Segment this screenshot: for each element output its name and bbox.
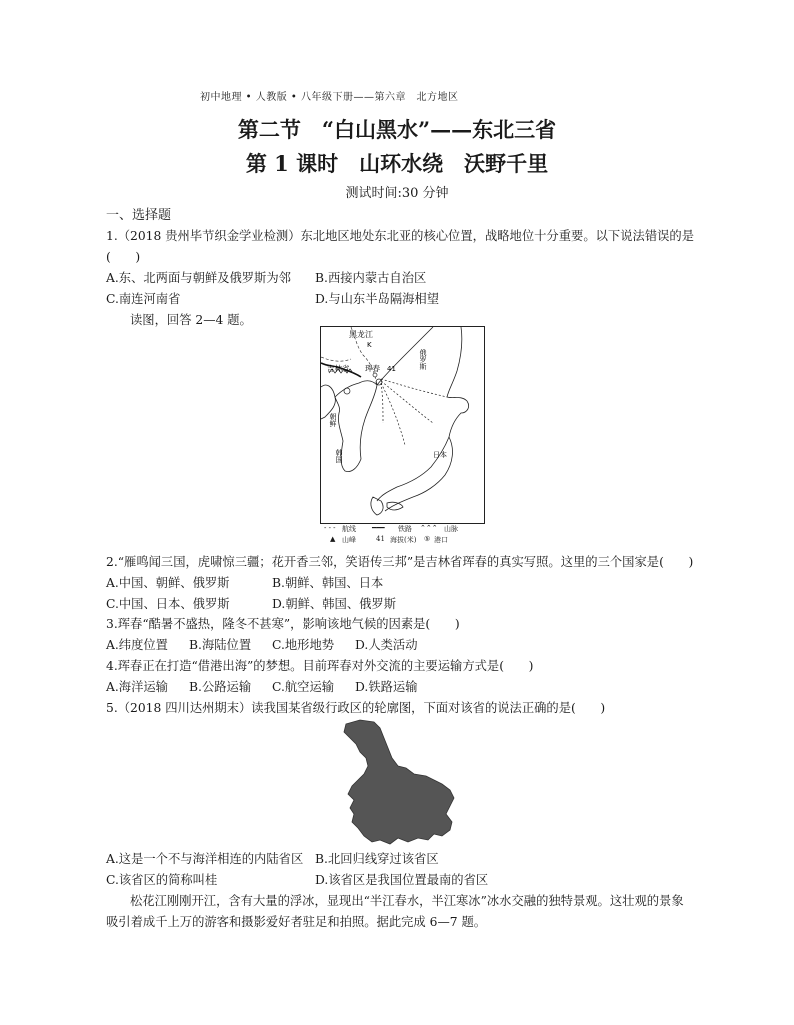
page-title: 第二节 “白山黑水”——东北三省 — [237, 117, 557, 142]
question-2-option-d: D.朝鲜、韩国、俄罗斯 — [272, 597, 397, 611]
legend-mountain-icon: ⌃⌃⌃ — [420, 524, 438, 532]
shipping-route-1 — [381, 379, 447, 397]
question-1-stem: 1.（2018 贵州毕节织金学业检测）东北地区地处东北亚的核心位置，战略地位十分重要。以下说法错误的是 — [106, 229, 695, 243]
map-instruction: 读图，回答 2—4 题。 — [130, 313, 252, 327]
northeast-asia-map — [320, 326, 485, 524]
legend-port-icon: ⑤ — [424, 535, 431, 543]
shipping-route-4 — [381, 383, 383, 423]
question-4-option-d: D.铁路运输 — [355, 680, 418, 694]
label-k: K — [367, 341, 372, 349]
shipping-route-2 — [381, 381, 433, 423]
question-2-option-c: C.中国、日本、俄罗斯 — [106, 597, 230, 611]
question-4-option-a: A.海洋运输 — [106, 680, 168, 694]
question-3-option-b: B.海陆位置 — [189, 638, 252, 652]
map-legend — [320, 523, 485, 547]
passage-line-1: 松花江刚刚开江，含有大量的浮冰，显现出“半江春水，半江寒冰”冰水交融的独特景观。这壮观的景象 — [130, 894, 684, 908]
legend-mountain-label: 山脉 — [444, 525, 458, 533]
province-outline — [334, 718, 464, 848]
label-japan: 日本 — [433, 451, 447, 459]
question-3-option-a: A.纬度位置 — [106, 638, 168, 652]
legend-port-label: 港口 — [434, 536, 448, 544]
legend-railway-icon: ━━━ — [372, 524, 385, 532]
passage-line-2: 吸引着成千上万的游客和摄影爱好者驻足和拍照。据此完成 6—7 题。 — [106, 915, 487, 929]
legend-peak-icon: ▲ — [330, 535, 336, 543]
breadcrumb: 初中地理 • 人教版 • 八年级下册——第六章 北方地区 — [200, 92, 459, 103]
question-1-option-b: B.西接内蒙古自治区 — [315, 271, 427, 285]
legend-elevation-label: 海拔(米) — [390, 536, 417, 544]
label-jilin: 吉林省 — [327, 364, 350, 373]
lesson-subtitle: 第 1 课时 山环水绕 沃野千里 — [245, 151, 549, 176]
province-fill — [344, 720, 454, 844]
question-4-option-b: B.公路运输 — [189, 680, 252, 694]
question-5-option-d: D.该省区是我国位置最南的省区 — [315, 873, 489, 887]
question-2-option-a: A.中国、朝鲜、俄罗斯 — [106, 576, 230, 590]
question-5-stem: 5.（2018 四川达州期末）读我国某省级行政区的轮廓图，下面对该省的说法正确的是( ) — [106, 701, 606, 715]
question-5-option-b: B.北回归线穿过该省区 — [315, 852, 439, 866]
hunchun-dot — [373, 373, 377, 377]
test-time: 测试时间:30 分钟 — [345, 186, 449, 201]
port-icon-2 — [344, 388, 350, 394]
section-heading: 一、选择题 — [106, 208, 172, 223]
label-heilongjiang: 黑龙江 — [349, 330, 373, 339]
label-south-korea: 韩国 — [335, 449, 343, 463]
question-1-bracket: ( ) — [106, 250, 141, 264]
question-3-option-d: D.人类活动 — [355, 638, 418, 652]
question-4-stem: 4.珲春正在打造“借港出海”的梦想。目前珲春对外交流的主要运输方式是( ) — [106, 659, 534, 673]
legend-railway-label: 铁路 — [398, 525, 412, 533]
kyushu-shikoku — [371, 497, 403, 515]
honshu — [377, 437, 452, 511]
legend-elevation-value: 41 — [376, 535, 385, 543]
map-drawing — [321, 327, 484, 523]
label-north-korea: 朝鲜 — [329, 413, 337, 427]
label-russia: 俄罗斯 — [419, 349, 427, 370]
question-5-option-c: C.该省区的简称叫桂 — [106, 873, 218, 887]
question-5-option-a: A.这是一个不与海洋相连的内陆省区 — [106, 852, 304, 866]
legend-shipping-icon: - - - — [324, 524, 336, 532]
question-1-option-d: D.与山东半岛隔海相望 — [315, 292, 440, 306]
question-1-option-c: C.南连河南省 — [106, 292, 181, 306]
label-height: 41 — [387, 365, 396, 373]
shipping-route-3 — [381, 383, 405, 445]
question-3-stem: 3.珲春“酷暑不盛热，隆冬不甚寒”，影响该地气候的因素是( ) — [106, 617, 460, 631]
question-2-stem: 2.“雁鸣闻三国，虎啸惊三疆；花开香三邻，笑语传三邦”是吉林省珲春的真实写照。这里的三个国家是( ) — [106, 555, 694, 569]
sakhalin-hokkaido — [447, 327, 469, 437]
province-outline-shape — [334, 718, 464, 848]
label-hunchun: 珲春 — [365, 364, 380, 373]
legend-peak-label: 山峰 — [342, 536, 356, 544]
border-line-west — [321, 357, 351, 361]
question-3-option-c: C.地形地势 — [272, 638, 335, 652]
question-4-option-c: C.航空运输 — [272, 680, 335, 694]
question-2-option-b: B.朝鲜、韩国、日本 — [272, 576, 384, 590]
legend-shipping-label: 航线 — [342, 525, 356, 533]
question-1-option-a: A.东、北两面与朝鲜及俄罗斯为邻 — [106, 271, 291, 285]
